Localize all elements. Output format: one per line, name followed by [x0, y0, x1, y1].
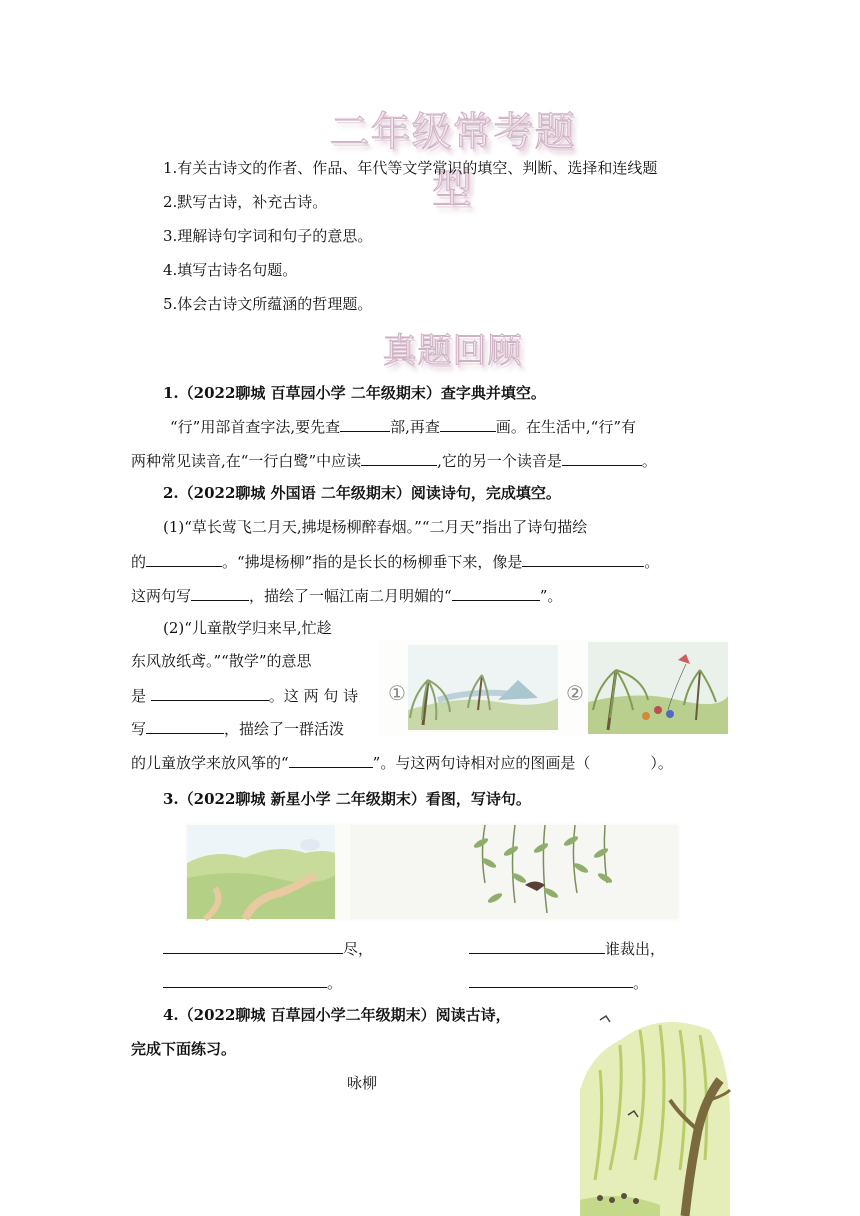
list-item: 2.默写古诗，补充古诗。: [163, 193, 328, 211]
answer-blank[interactable]: [440, 416, 496, 432]
willow-illustration: [580, 1000, 735, 1216]
answer-line: [163, 972, 342, 993]
answer-blank[interactable]: [469, 938, 605, 954]
section-title-banner: 真题回顾: [382, 331, 523, 371]
question-text: [131, 685, 358, 706]
picture-label: ②: [566, 681, 584, 705]
text-segment: 。“拂堤杨柳”指的是长长的杨柳垂下来，像是: [222, 553, 523, 571]
answer-blank[interactable]: [469, 972, 633, 988]
text-segment: “行”用部首查字法,要先查: [170, 418, 341, 436]
list-item: 1.有关古诗文的作者、作品、年代等文学常识的填空、判断、选择和连线题: [163, 159, 658, 177]
text-segment: 。: [327, 974, 343, 992]
answer-blank[interactable]: [562, 450, 642, 466]
text-segment: 。: [633, 974, 649, 992]
answer-blank[interactable]: [163, 938, 343, 954]
text-segment: 画。在生活中,“行”有: [495, 418, 636, 436]
answer-blank[interactable]: [151, 685, 269, 701]
answer-blank[interactable]: [163, 972, 327, 988]
question-heading: 4.（2022聊城 百草园小学二年级期末）阅读古诗，: [163, 1006, 511, 1024]
question-text: [170, 416, 636, 437]
text-segment: 谁裁出，: [605, 940, 666, 958]
text-segment: 。这 两 句 诗: [268, 687, 359, 705]
text-segment: ，描绘了一幅江南二月明媚的“: [249, 587, 452, 605]
text-segment: 部,再查: [390, 418, 440, 436]
text-segment: ,它的另一个读音是: [437, 452, 562, 470]
question-heading: 2.（2022聊城 外国语 二年级期末）阅读诗句，完成填空。: [163, 484, 561, 502]
text-segment: ”。: [539, 587, 563, 605]
text-segment: 这两句写: [131, 587, 192, 605]
question-heading: 完成下面练习。: [131, 1040, 237, 1058]
willow-kite-pictures: [378, 640, 728, 735]
question-text: [131, 718, 344, 739]
poem-title: 咏柳: [347, 1074, 378, 1092]
list-item: 3.理解诗句字词和句子的意思。: [163, 227, 373, 245]
list-item: 5.体会古诗文所蕴涵的哲理题。: [163, 295, 373, 313]
text-segment: 两种常见读音,在“一行白鹭”中应读: [131, 452, 362, 470]
text-segment: ”。与这两句诗相对应的图画是（: [372, 754, 591, 772]
answer-blank[interactable]: [452, 585, 540, 601]
question-text: [131, 551, 659, 572]
question-text: (2)“儿童散学归来早,忙趁: [163, 619, 332, 637]
text-segment: 。: [644, 553, 660, 571]
q3-pictures: [185, 823, 680, 921]
text-segment: ，描绘了一群活泼: [224, 720, 345, 738]
question-text: 东风放纸鸢。”“散学”的意思: [131, 652, 312, 670]
landscape-and-willow-pictures: [185, 823, 680, 921]
answer-line: [163, 938, 373, 959]
answer-blank[interactable]: [340, 416, 390, 432]
poem-illustrations: [378, 640, 728, 735]
question-text: [131, 450, 657, 471]
text-segment: 尽，: [343, 940, 374, 958]
answer-blank[interactable]: [361, 450, 437, 466]
answer-blank[interactable]: [191, 585, 249, 601]
list-item: 4.填写古诗名句题。: [163, 261, 298, 279]
answer-line: [469, 938, 665, 959]
question-text: [131, 752, 673, 773]
text-segment: 写: [131, 720, 147, 738]
picture-label: ①: [388, 681, 406, 705]
question-heading: 3.（2022聊城 新星小学 二年级期末）看图，写诗句。: [163, 790, 531, 808]
text-segment: 的: [131, 553, 147, 571]
question-heading: 1.（2022聊城 百草园小学 二年级期末）查字典并填空。: [163, 384, 546, 402]
answer-blank[interactable]: [522, 551, 644, 567]
question-text: (1)“草长莺飞二月天,拂堤杨柳醉春烟。”“二月天”指出了诗句描绘: [163, 518, 588, 536]
section-title-banner: 二年级常考题型: [329, 109, 576, 212]
text-segment: 的儿童放学来放风筝的“: [131, 754, 289, 772]
question-text: [131, 585, 562, 606]
answer-line: [469, 972, 648, 993]
answer-blank[interactable]: [146, 551, 222, 567]
answer-blank[interactable]: [146, 718, 224, 734]
text-segment: 。: [641, 452, 657, 470]
text-segment: 是: [131, 687, 147, 705]
text-segment: ）。: [650, 754, 673, 772]
answer-blank[interactable]: [289, 752, 373, 768]
willow-tree-picture: [580, 1000, 735, 1216]
